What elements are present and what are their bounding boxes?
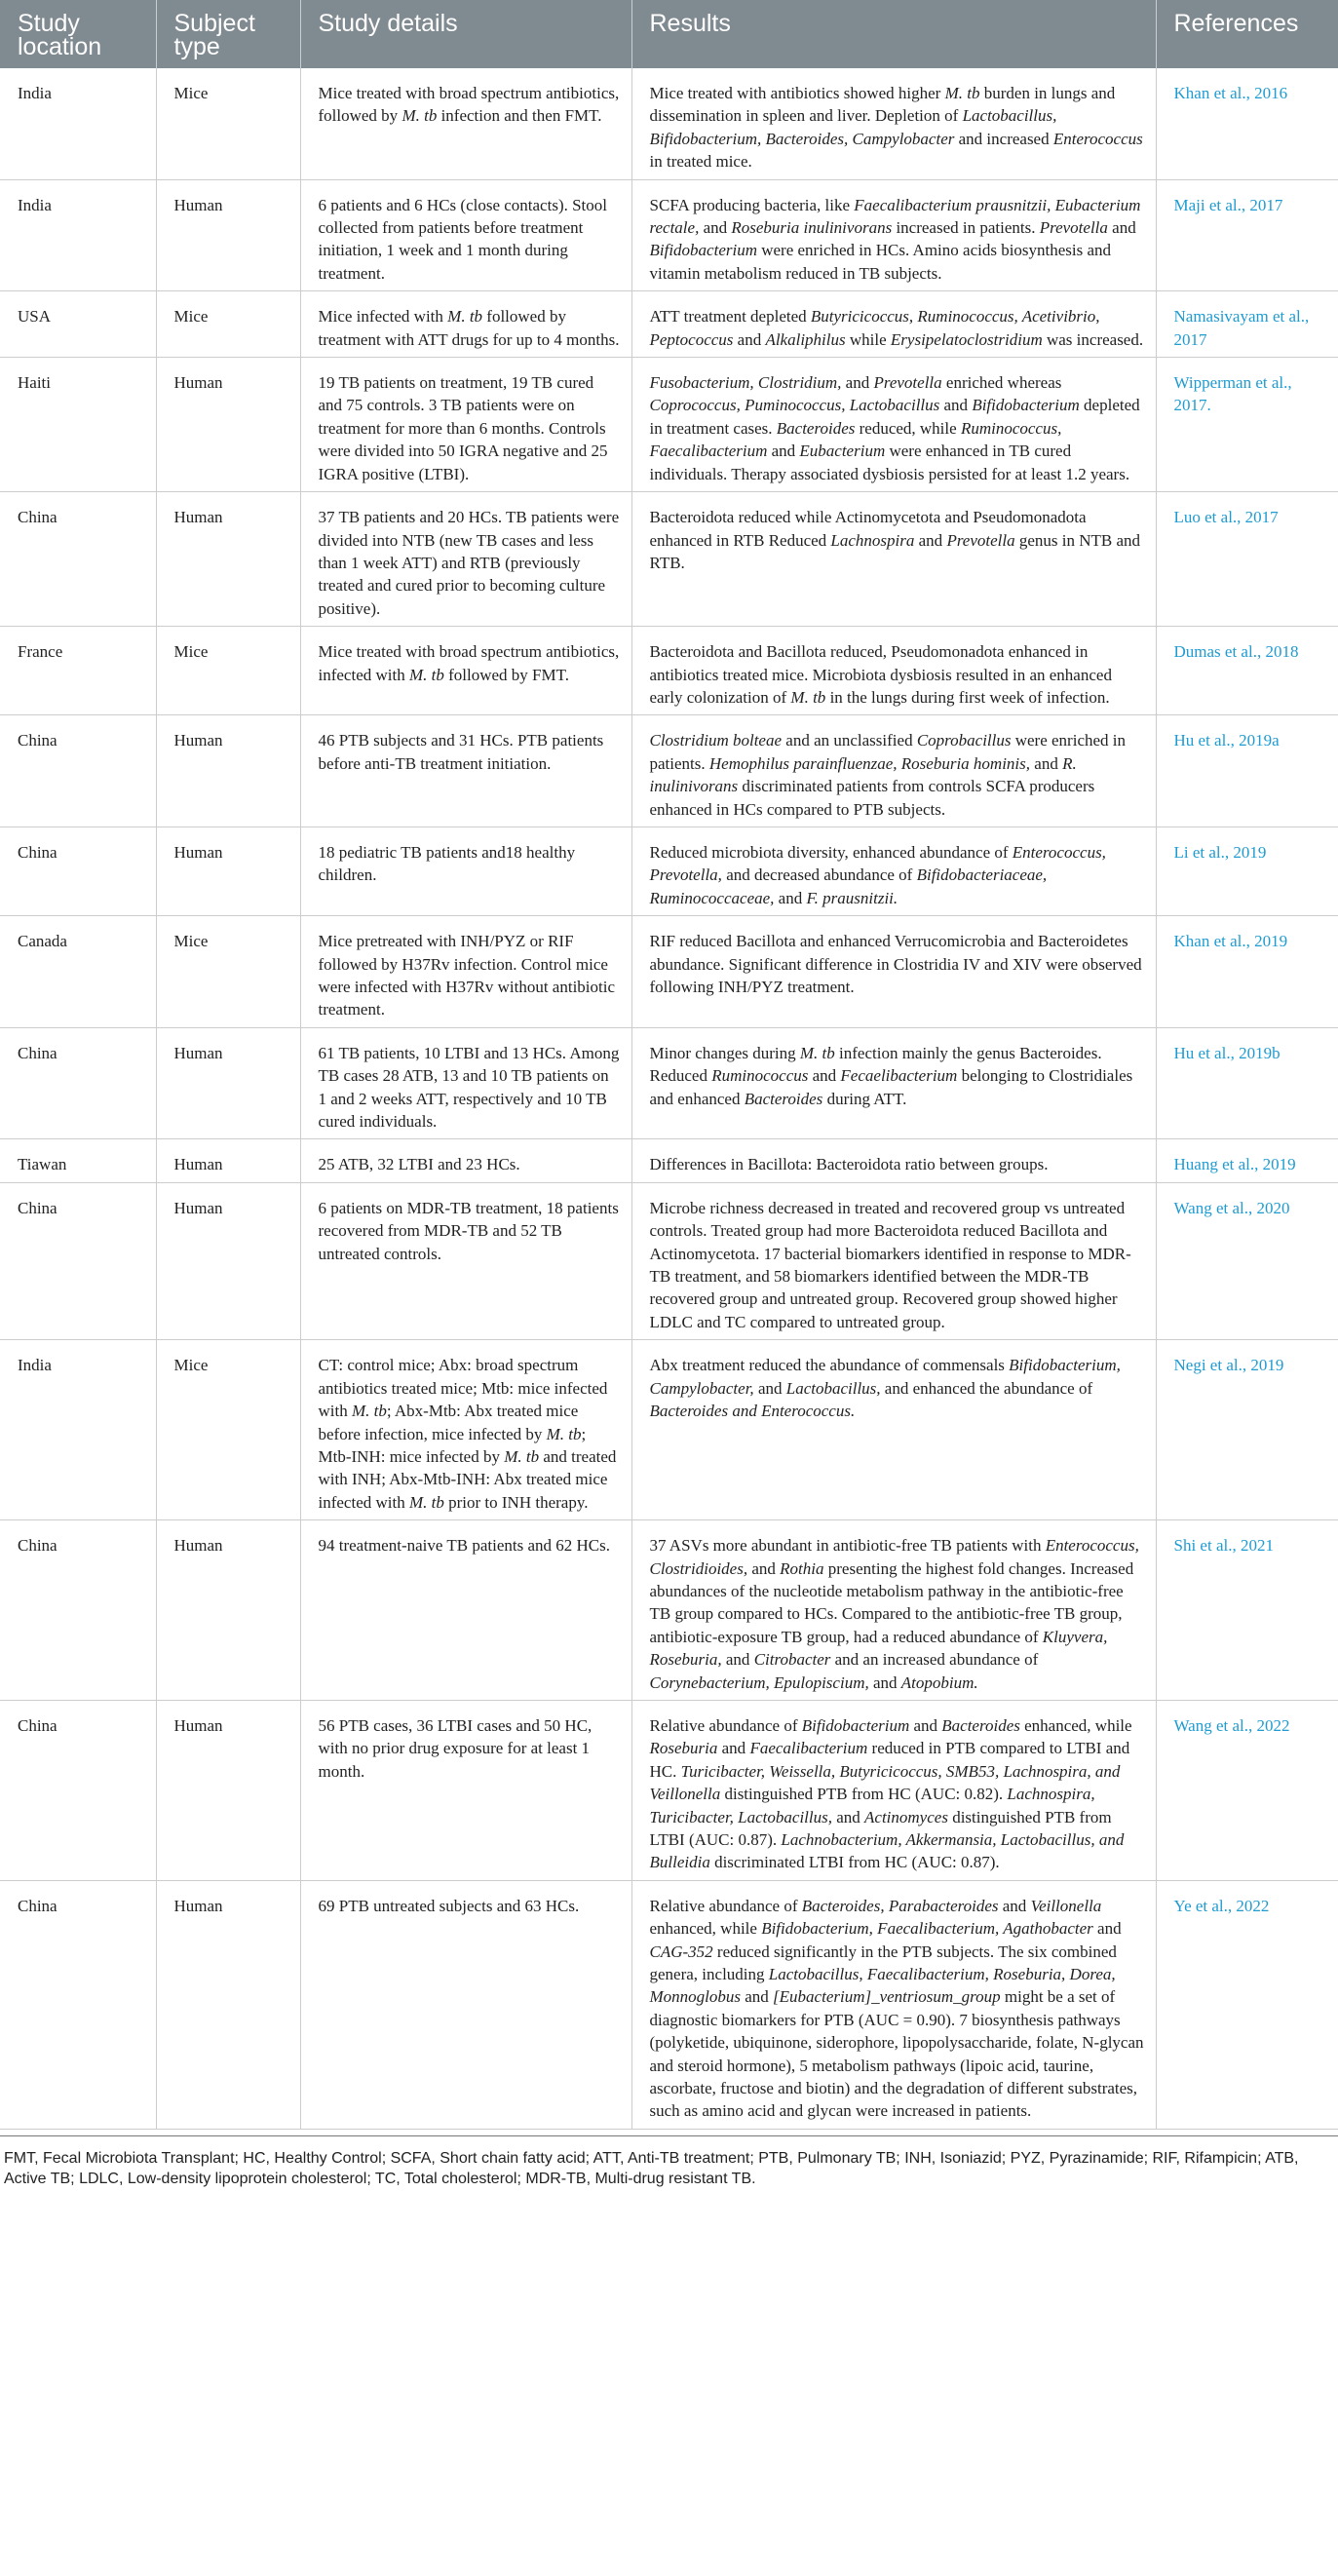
- table-row: [0, 1027, 1338, 1139]
- cell-study-details: 61 TB patients, 10 LTBI and 13 HCs. Among TB cases 28 ATB, 13 and 10 TB patients on 1 and 2 weeks ATT, respectively and 10 TB cured individuals.: [300, 1027, 631, 1139]
- cell-subject-type: Human: [156, 1027, 300, 1139]
- cell-results: Differences in Bacillota: Bacteroidota ratio between groups.: [631, 1139, 1156, 1182]
- table-row: [0, 827, 1338, 915]
- cell-study-details: Mice treated with broad spectrum antibiotics, infected with M. tb followed by FMT.: [300, 627, 631, 715]
- header-study-location: Study location: [0, 0, 156, 68]
- table-row: [0, 68, 1338, 179]
- reference-link[interactable]: Wang et al., 2022: [1156, 1700, 1338, 1880]
- cell-subject-type: Mice: [156, 1340, 300, 1520]
- cell-subject-type: Human: [156, 715, 300, 827]
- table-row: [0, 916, 1338, 1028]
- table-row: [0, 358, 1338, 492]
- reference-link[interactable]: Shi et al., 2021: [1156, 1520, 1338, 1701]
- cell-results: SCFA producing bacteria, like Faecalibacterium prausnitzii, Eubacterium rectale, and Roseburia inulinivorans increased in patients. Prevotella and Bifidobacterium were enriched in HCs. Amino acids biosynthesis and vitamin metabolism reduced in TB subjects.: [631, 179, 1156, 291]
- table-row: [0, 1340, 1338, 1520]
- header-results: Results: [631, 0, 1156, 68]
- cell-study-details: 46 PTB subjects and 31 HCs. PTB patients before anti-TB treatment initiation.: [300, 715, 631, 827]
- reference-link[interactable]: Namasivayam et al., 2017: [1156, 291, 1338, 358]
- cell-results: 37 ASVs more abundant in antibiotic-free TB patients with Enterococcus, Clostridioides, and Rothia presenting the highest fold changes. Increased abundances of the nucleotide metabolism pathway in the antibiotic-free TB group compared to HCs. Compared to the antibiotic-free TB group, antibiotic-exposure TB group, had a reduced abundance of Kluyvera, Roseburia, and Citrobacter and an increased abundance of Corynebacterium, Epulopiscium, and Atopobium.: [631, 1520, 1156, 1701]
- cell-subject-type: Human: [156, 358, 300, 492]
- table-row: [0, 1520, 1338, 1701]
- cell-study-details: 6 patients and 6 HCs (close contacts). Stool collected from patients before treatment initiation, 1 week and 1 month during treatment.: [300, 179, 631, 291]
- reference-link[interactable]: Maji et al., 2017: [1156, 179, 1338, 291]
- cell-results: Clostridium bolteae and an unclassified Coprobacillus were enriched in patients. Hemophilus parainfluenzae, Roseburia hominis, and R. inulinivorans discriminated patients from controls SCFA producers enhanced in HCs compared to PTB subjects.: [631, 715, 1156, 827]
- cell-subject-type: Human: [156, 179, 300, 291]
- cell-subject-type: Human: [156, 1139, 300, 1182]
- cell-study-location: France: [0, 627, 156, 715]
- cell-study-details: 56 PTB cases, 36 LTBI cases and 50 HC, with no prior drug exposure for at least 1 month.: [300, 1700, 631, 1880]
- table-row: [0, 179, 1338, 291]
- reference-link[interactable]: Hu et al., 2019a: [1156, 715, 1338, 827]
- cell-subject-type: Human: [156, 492, 300, 627]
- cell-study-details: 19 TB patients on treatment, 19 TB cured and 75 controls. 3 TB patients were on treatment for more than 6 months. Controls were divided into 50 IGRA negative and 25 IGRA positive (LTBI).: [300, 358, 631, 492]
- reference-link[interactable]: Negi et al., 2019: [1156, 1340, 1338, 1520]
- cell-results: Reduced microbiota diversity, enhanced abundance of Enterococcus, Prevotella, and decreased abundance of Bifidobacteriaceae, Ruminococcaceae, and F. prausnitzii.: [631, 827, 1156, 915]
- cell-results: Relative abundance of Bacteroides, Parabacteroides and Veillonella enhanced, while Bifidobacterium, Faecalibacterium, Agathobacter and CAG-352 reduced significantly in the PTB subjects. The six combined genera, including Lactobacillus, Faecalibacterium, Roseburia, Dorea, Monnoglobus and [Eubacterium]_ventriosum_group might be a set of diagnostic biomarkers for PTB (AUC = 0.90). 7 biosynthesis pathways (polyketide, ubiquinone, siderophore, lipopolysaccharide, folate, N-glycan and steroid hormone), 5 metabolism pathways (lipoic acid, taurine, ascorbate, fructose and biotin) and the degradation of different substrates, such as amino acid and glycan were increased in patients.: [631, 1880, 1156, 2129]
- cell-subject-type: Human: [156, 1880, 300, 2129]
- cell-results: Microbe richness decreased in treated and recovered group vs untreated controls. Treated group had more Bacteroidota reduced Bacillota and Actinomycetota. 17 bacterial biomarkers identified in response to MDR-TB treatment, and 58 biomarkers identified between the MDR-TB recovered group and untreated group. Recovered group showed higher LDLC and TC compared to untreated group.: [631, 1182, 1156, 1339]
- cell-study-details: CT: control mice; Abx: broad spectrum antibiotics treated mice; Mtb: mice infected with M. tb; Abx-Mtb: Abx treated mice before infection, mice infected by M. tb; Mtb-INH: mice infected by M. tb and treated with INH; Abx-Mtb-INH: Abx treated mice infected with M. tb prior to INH therapy.: [300, 1340, 631, 1520]
- cell-study-location: India: [0, 179, 156, 291]
- cell-subject-type: Human: [156, 827, 300, 915]
- cell-study-details: 6 patients on MDR-TB treatment, 18 patients recovered from MDR-TB and 52 TB untreated controls.: [300, 1182, 631, 1339]
- cell-study-details: 94 treatment-naive TB patients and 62 HCs.: [300, 1520, 631, 1701]
- cell-study-details: Mice infected with M. tb followed by treatment with ATT drugs for up to 4 months.: [300, 291, 631, 358]
- table-row: [0, 1139, 1338, 1182]
- cell-subject-type: Mice: [156, 627, 300, 715]
- reference-link[interactable]: Hu et al., 2019b: [1156, 1027, 1338, 1139]
- cell-results: Bacteroidota reduced while Actinomycetota and Pseudomonadota enhanced in RTB Reduced Lachnospira and Prevotella genus in NTB and RTB.: [631, 492, 1156, 627]
- cell-subject-type: Human: [156, 1520, 300, 1701]
- cell-results: RIF reduced Bacillota and enhanced Verrucomicrobia and Bacteroidetes abundance. Significant difference in Clostridia IV and XIV were observed following INH/PYZ treatment.: [631, 916, 1156, 1028]
- cell-results: Mice treated with antibiotics showed higher M. tb burden in lungs and dissemination in spleen and liver. Depletion of Lactobacillus, Bifidobacterium, Bacteroides, Campylobacter and increased Enterococcus in treated mice.: [631, 68, 1156, 179]
- cell-study-location: India: [0, 68, 156, 179]
- reference-link[interactable]: Dumas et al., 2018: [1156, 627, 1338, 715]
- cell-study-location: USA: [0, 291, 156, 358]
- cell-study-details: 18 pediatric TB patients and18 healthy children.: [300, 827, 631, 915]
- reference-link[interactable]: Wang et al., 2020: [1156, 1182, 1338, 1339]
- table-row: [0, 1182, 1338, 1339]
- cell-study-location: China: [0, 1182, 156, 1339]
- reference-link[interactable]: Khan et al., 2016: [1156, 68, 1338, 179]
- table-row: [0, 1700, 1338, 1880]
- header-references: References: [1156, 0, 1338, 68]
- cell-results: ATT treatment depleted Butyricicoccus, Ruminococcus, Acetivibrio, Peptococcus and Alkaliphilus while Erysipelatoclostridium was increased.: [631, 291, 1156, 358]
- table-row: [0, 1880, 1338, 2129]
- cell-results: Minor changes during M. tb infection mainly the genus Bacteroides. Reduced Ruminococcus and Fecaelibacterium belonging to Clostridiales and enhanced Bacteroides during ATT.: [631, 1027, 1156, 1139]
- cell-study-location: Tiawan: [0, 1139, 156, 1182]
- table-body: [0, 68, 1338, 2129]
- cell-study-details: Mice treated with broad spectrum antibiotics, followed by M. tb infection and then FMT.: [300, 68, 631, 179]
- cell-study-details: 37 TB patients and 20 HCs. TB patients were divided into NTB (new TB cases and less than 1 week ATT) and RTB (previously treated and cured prior to becoming culture positive).: [300, 492, 631, 627]
- reference-link[interactable]: Wipperman et al., 2017.: [1156, 358, 1338, 492]
- cell-results: Fusobacterium, Clostridium, and Prevotella enriched whereas Coprococcus, Puminococcus, Lactobacillus and Bifidobacterium depleted in treatment cases. Bacteroides reduced, while Ruminococcus, Faecalibacterium and Eubacterium were enhanced in TB cured individuals. Therapy associated dysbiosis persisted for at least 1.2 years.: [631, 358, 1156, 492]
- cell-study-location: China: [0, 715, 156, 827]
- cell-subject-type: Mice: [156, 916, 300, 1028]
- cell-study-location: China: [0, 1700, 156, 1880]
- cell-study-location: Haiti: [0, 358, 156, 492]
- table-header-row: [0, 0, 1338, 68]
- cell-study-location: Canada: [0, 916, 156, 1028]
- cell-subject-type: Human: [156, 1182, 300, 1339]
- reference-link[interactable]: Luo et al., 2017: [1156, 492, 1338, 627]
- cell-study-details: 25 ATB, 32 LTBI and 23 HCs.: [300, 1139, 631, 1182]
- cell-study-location: China: [0, 827, 156, 915]
- cell-study-location: India: [0, 1340, 156, 1520]
- cell-results: Abx treatment reduced the abundance of commensals Bifidobacterium, Campylobacter, and Lactobacillus, and enhanced the abundance of Bacteroides and Enterococcus.: [631, 1340, 1156, 1520]
- cell-results: Bacteroidota and Bacillota reduced, Pseudomonadota enhanced in antibiotics treated mice. Microbiota dysbiosis resulted in an enhanced early colonization of M. tb in the lungs during first week of infection.: [631, 627, 1156, 715]
- cell-subject-type: Mice: [156, 68, 300, 179]
- reference-link[interactable]: Li et al., 2019: [1156, 827, 1338, 915]
- cell-subject-type: Mice: [156, 291, 300, 358]
- cell-study-location: China: [0, 1880, 156, 2129]
- table-row: [0, 291, 1338, 358]
- reference-link[interactable]: Ye et al., 2022: [1156, 1880, 1338, 2129]
- table-footnote: FMT, Fecal Microbiota Transplant; HC, Healthy Control; SCFA, Short chain fatty acid; ATT, Anti-TB treatment; PTB, Pulmonary TB; INH, Isoniazid; PYZ, Pyrazinamide; RIF, Rifampicin; ATB, Active TB; LDLC, Low-density lipoprotein cholesterol; TC, Total cholesterol; MDR-TB, Multi-drug resistant TB.: [4, 2149, 1299, 2187]
- header-study-details: Study details: [300, 0, 631, 68]
- table-row: [0, 492, 1338, 627]
- cell-subject-type: Human: [156, 1700, 300, 1880]
- cell-study-location: China: [0, 1027, 156, 1139]
- cell-results: Relative abundance of Bifidobacterium and Bacteroides enhanced, while Roseburia and Faecalibacterium reduced in PTB compared to LTBI and HC. Turicibacter, Weissella, Butyricicoccus, SMB53, Lachnospira, and Veillonella distinguished PTB from HC (AUC: 0.82). Lachnospira, Turicibacter, Lactobacillus, and Actinomyces distinguished PTB from LTBI (AUC: 0.87). Lachnobacterium, Akkermansia, Lactobacillus, and Bulleidia discriminated LTBI from HC (AUC: 0.87).: [631, 1700, 1156, 1880]
- reference-link[interactable]: Khan et al., 2019: [1156, 916, 1338, 1028]
- table-row: [0, 627, 1338, 715]
- cell-study-details: 69 PTB untreated subjects and 63 HCs.: [300, 1880, 631, 2129]
- cell-study-location: China: [0, 492, 156, 627]
- cell-study-location: China: [0, 1520, 156, 1701]
- cell-study-details: Mice pretreated with INH/PYZ or RIF followed by H37Rv infection. Control mice were infected with H37Rv without antibiotic treatment.: [300, 916, 631, 1028]
- reference-link[interactable]: Huang et al., 2019: [1156, 1139, 1338, 1182]
- header-subject-type: Subject type: [156, 0, 300, 68]
- table-row: [0, 715, 1338, 827]
